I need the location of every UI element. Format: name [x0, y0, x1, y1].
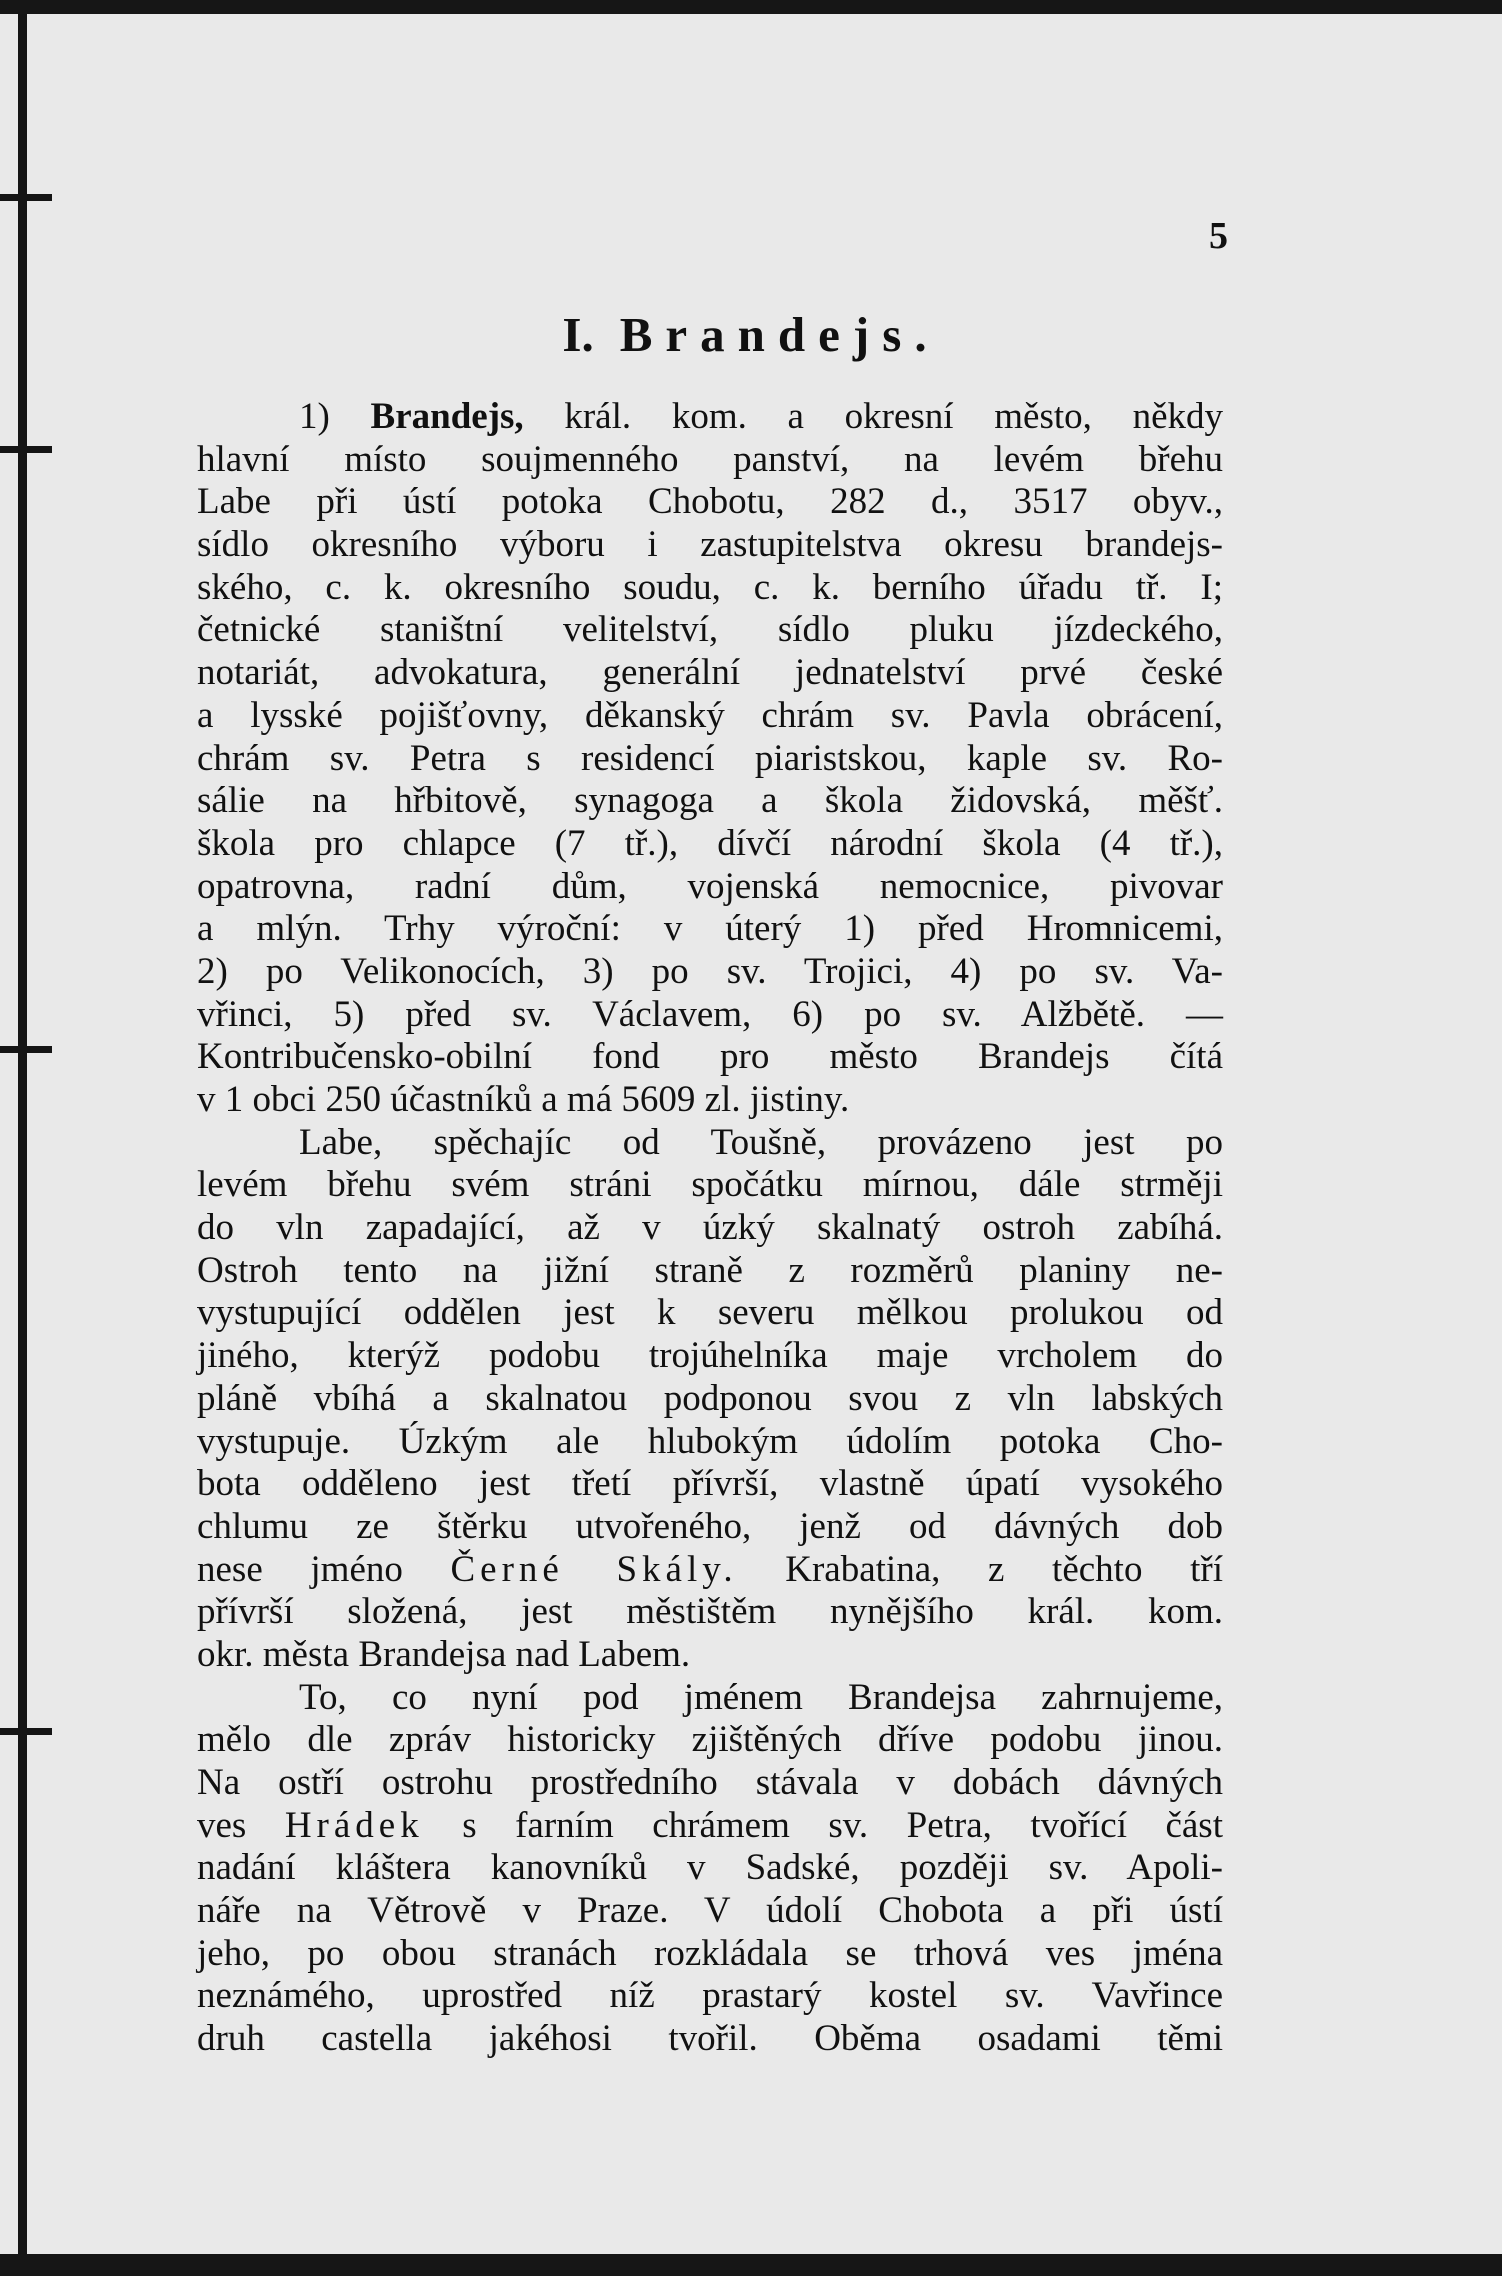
- text-segment: a lysské pojišťovny, děkanský chrám sv. Pavla obrácení,: [197, 694, 1223, 736]
- text-segment: jiného, kterýž podobu trojúhelníka maje vrcholem do: [197, 1335, 1223, 1377]
- text-line: [197, 1122, 1223, 1165]
- text-line: [197, 2018, 1223, 2061]
- text-segment: s farním chrámem sv. Petra, tvořící část: [423, 1804, 1223, 1846]
- text-segment: mělo dle zpráv historicky zjištěných dříve podobu jinou.: [197, 1719, 1223, 1761]
- text-segment: pláně vbíhá a skalnatou podponou svou z vln labských: [197, 1377, 1223, 1419]
- text-line: [197, 1805, 1223, 1848]
- text-line: [197, 1207, 1223, 1250]
- page-number: 5: [1209, 215, 1228, 257]
- text-line: [197, 439, 1223, 482]
- text-segment: chlumu ze štěrku utvořeného, jenž od dávných dob: [197, 1505, 1223, 1547]
- text-line: [197, 1506, 1223, 1549]
- text-segment: král. kom. a okresní město, někdy: [523, 396, 1223, 437]
- text-line: [197, 1463, 1223, 1506]
- text-segment: bota odděleno jest třetí přívrší, vlastně úpatí vysokého: [197, 1463, 1223, 1505]
- text-segment: sídlo okresního výboru i zastupitelstva okresu brandejs-: [197, 524, 1223, 566]
- text-line: [197, 1677, 1223, 1720]
- text-line: [197, 1250, 1223, 1293]
- spine-mark: [0, 446, 52, 453]
- body-text: [197, 396, 1223, 2061]
- text-segment: do vln zapadající, až v úzký skalnatý ostroh zabíhá.: [197, 1207, 1223, 1249]
- text-segment: notariát, advokatura, generální jednatelství prvé české: [197, 652, 1223, 694]
- text-segment: hlavní místo soujmenného panství, na levém břehu: [197, 438, 1223, 480]
- text-line: [197, 481, 1223, 524]
- bold-term: Brandejs,: [370, 396, 524, 437]
- text-segment: přívrší složená, jest městištěm nynějšího král. kom.: [197, 1591, 1223, 1633]
- text-segment: škola pro chlapce (7 tř.), dívčí národní škola (4 tř.),: [197, 822, 1223, 864]
- text-line: [197, 823, 1223, 866]
- text-segment: v 1 obci 250 účastníků a má 5609 zl. jistiny.: [197, 1079, 850, 1120]
- text-segment: náře na Větrově v Praze. V údolí Chobota a při ústí: [197, 1890, 1223, 1932]
- chapter-title: Brandejs.: [619, 307, 940, 362]
- text-line: [197, 1933, 1223, 1976]
- text-segment: ského, c. k. okresního soudu, c. k. berního úřadu tř. I;: [197, 566, 1223, 608]
- text-segment: chrám sv. Petra s residencí piaristskou, kaple sv. Ro-: [197, 737, 1223, 779]
- text-segment: Kontribučensko-obilní fond pro město Brandejs čítá: [197, 1036, 1223, 1078]
- text-line: [197, 524, 1223, 567]
- text-line: [197, 1378, 1223, 1421]
- text-line: [197, 1292, 1223, 1335]
- text-line: [197, 780, 1223, 823]
- text-line: [197, 396, 1223, 439]
- text-segment: ves: [197, 1804, 285, 1846]
- text-segment: nadání kláštera kanovníků v Sadské, později sv. Apoli-: [197, 1847, 1223, 1889]
- text-segment: druh castella jakéhosi tvořil. Oběma osadami těmi: [197, 2018, 1223, 2060]
- text-segment: vystupující oddělen jest k severu mělkou prolukou od: [197, 1292, 1223, 1334]
- text-line: [197, 695, 1223, 738]
- chapter-heading: [0, 306, 1502, 363]
- text-line: [197, 1719, 1223, 1762]
- text-line: [197, 1335, 1223, 1378]
- text-segment: 2) po Velikonocích, 3) po sv. Trojici, 4) po sv. Va-: [197, 950, 1223, 992]
- text-segment: levém břehu svém stráni spočátku mírnou, dále strměji: [197, 1164, 1223, 1206]
- text-line: [197, 1036, 1223, 1079]
- spine-mark: [0, 194, 52, 201]
- chapter-number: I.: [562, 307, 594, 362]
- text-segment: Labe, spěchajíc od Toušně, provázeno jest po: [299, 1121, 1223, 1163]
- text-line: [197, 567, 1223, 610]
- text-segment: 1): [299, 396, 371, 437]
- text-line: [197, 1975, 1223, 2018]
- text-line: [197, 609, 1223, 652]
- spine-mark: [0, 1046, 52, 1053]
- text-line: [197, 1164, 1223, 1207]
- spine-mark: [0, 1728, 52, 1735]
- text-line: [197, 1421, 1223, 1464]
- text-line: [197, 1890, 1223, 1933]
- text-segment: neznámého, uprostřed níž prastarý kostel sv. Vavřince: [197, 1975, 1223, 2017]
- text-line: [197, 1591, 1223, 1634]
- text-segment: Krabatina, z těchto tří: [737, 1548, 1223, 1590]
- text-segment: To, co nyní pod jménem Brandejsa zahrnujeme,: [299, 1676, 1223, 1718]
- text-segment: Na ostří ostrohu prostředního stávala v dobách dávných: [197, 1762, 1223, 1803]
- text-line: [197, 1079, 1223, 1122]
- text-segment: jeho, po obou stranách rozkládala se trhová ves jména: [197, 1932, 1223, 1974]
- text-line: [197, 738, 1223, 781]
- text-segment: sálie na hřbitově, synagoga a škola židovská, měšť.: [197, 780, 1223, 822]
- text-line: [197, 908, 1223, 951]
- text-segment: nese jméno: [197, 1548, 451, 1590]
- text-segment: okr. města Brandejsa nad Labem.: [197, 1633, 691, 1675]
- text-line: [197, 994, 1223, 1037]
- text-line: [197, 652, 1223, 695]
- text-segment: opatrovna, radní dům, vojenská nemocnice, pivovar: [197, 865, 1223, 907]
- text-line: [197, 1762, 1223, 1805]
- text-line: [197, 866, 1223, 909]
- spaced-term: Černé Skály.: [450, 1548, 738, 1590]
- text-segment: Ostroh tento na jižní straně z rozměrů planiny ne-: [197, 1249, 1223, 1291]
- text-segment: a mlýn. Trhy výroční: v úterý 1) před Hromnicemi,: [197, 908, 1223, 950]
- spaced-term: Hrádek: [284, 1804, 424, 1846]
- text-segment: četnické staništní velitelství, sídlo pluku jízdeckého,: [197, 609, 1223, 651]
- text-line: [197, 1549, 1223, 1592]
- text-line: [197, 1847, 1223, 1890]
- text-segment: vystupuje. Úzkým ale hlubokým údolím potoka Cho-: [197, 1420, 1223, 1462]
- text-segment: vřinci, 5) před sv. Václavem, 6) po sv. Alžbětě. —: [197, 993, 1223, 1035]
- text-segment: Labe při ústí potoka Chobotu, 282 d., 3517 obyv.,: [197, 481, 1223, 523]
- text-line: [197, 951, 1223, 994]
- text-line: [197, 1634, 1223, 1677]
